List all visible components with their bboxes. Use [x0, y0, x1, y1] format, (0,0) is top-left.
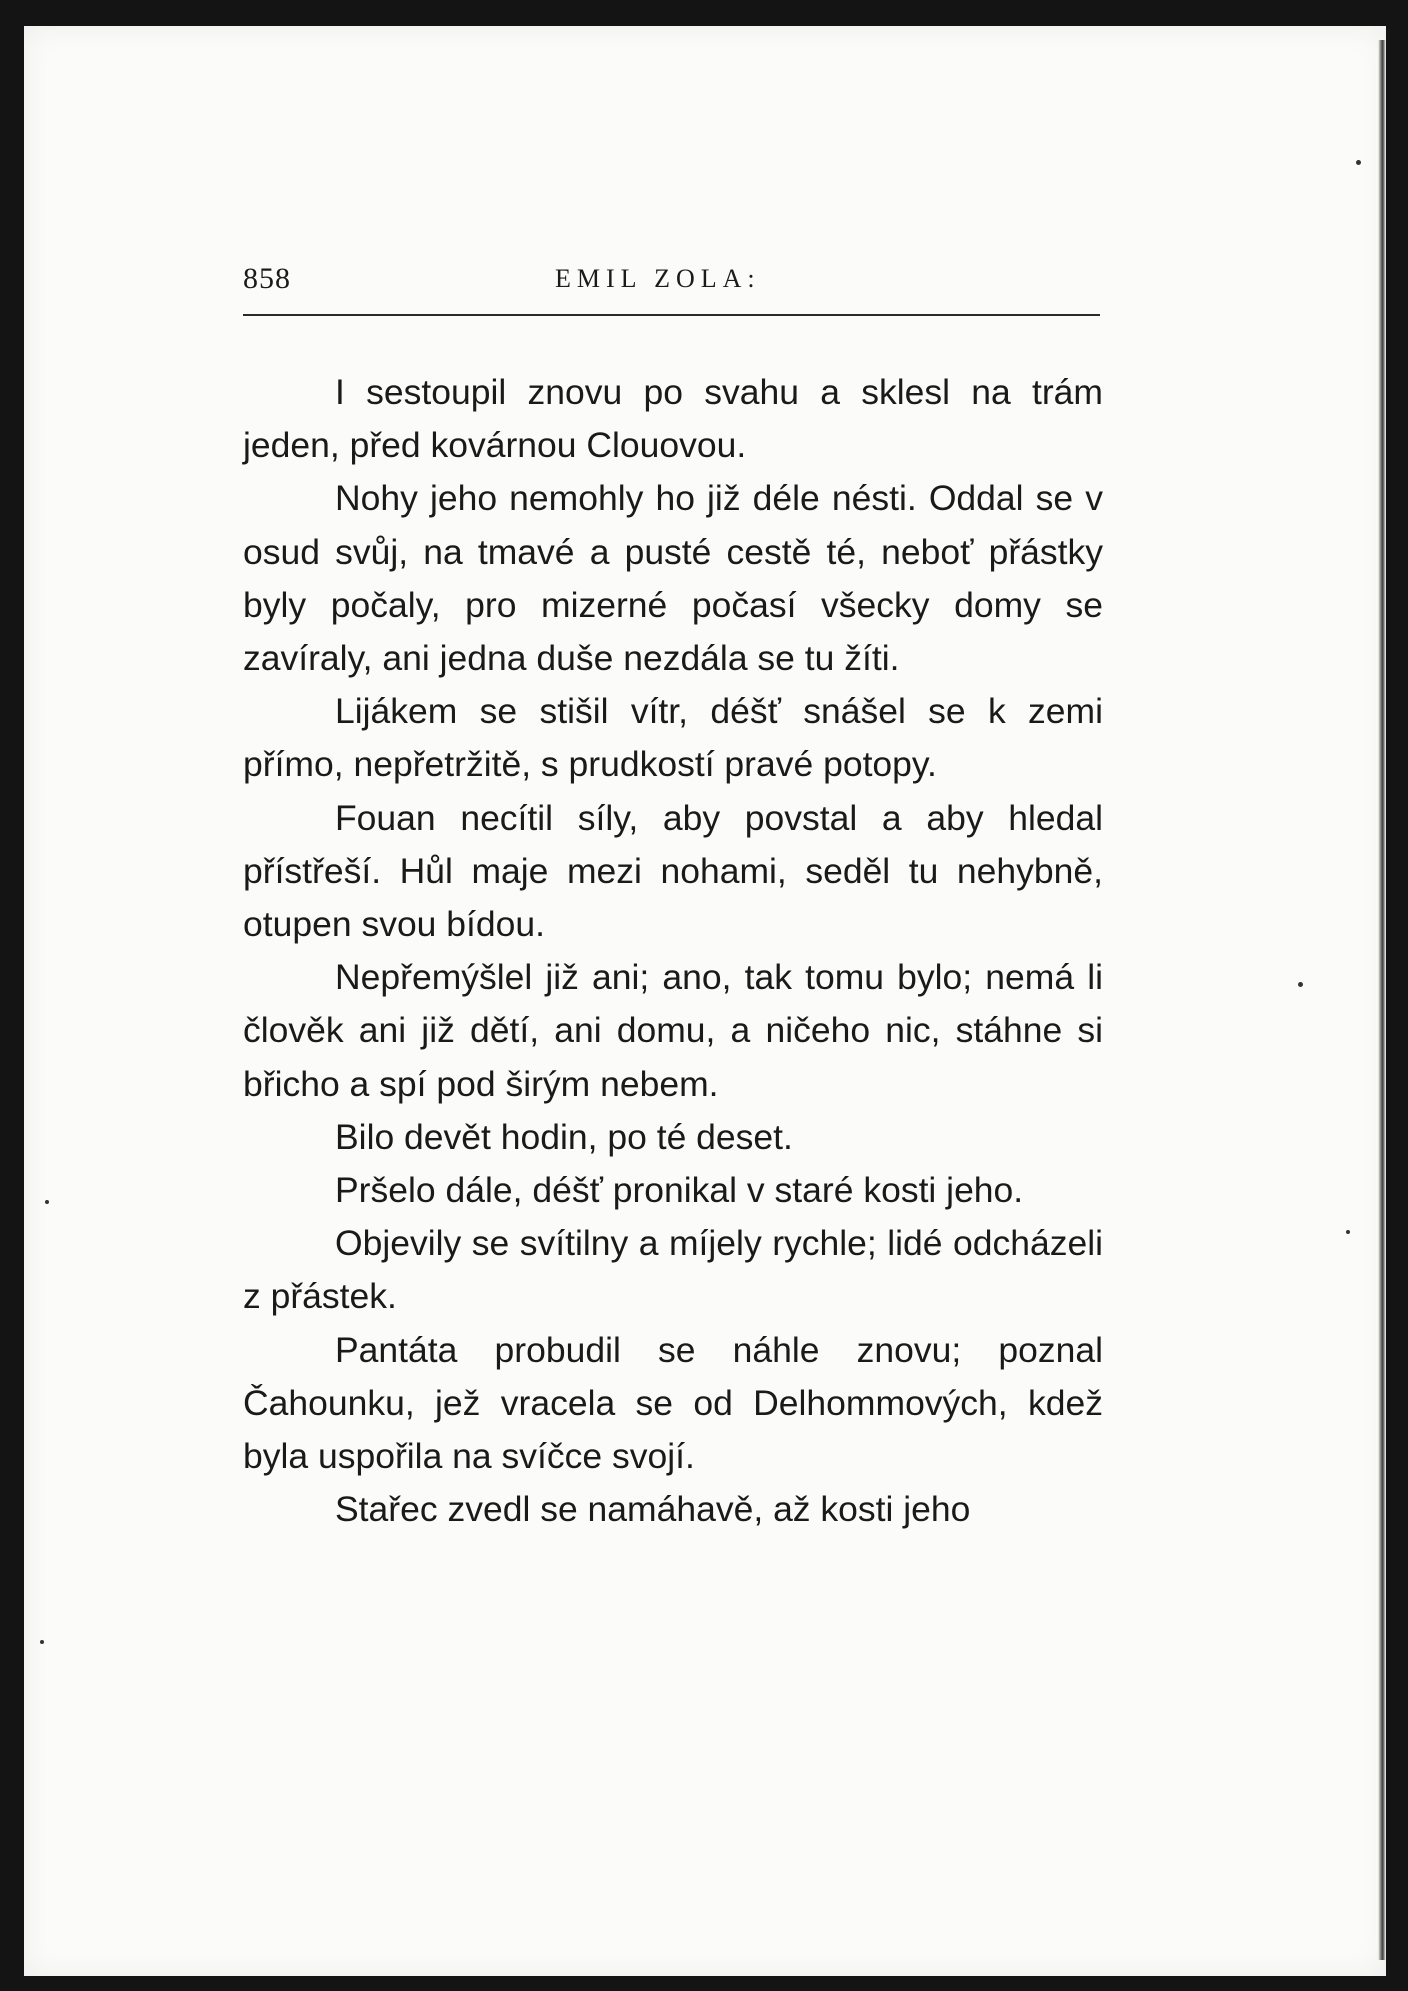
paragraph: I sestoupil znovu po svahu a sklesl na trám jeden, před kovárnou Clouovou.	[243, 372, 1103, 466]
page-edge	[1378, 40, 1386, 1960]
body-text	[243, 366, 1103, 1536]
paragraph: Pršelo dále, déšť pronikal v staré kosti jeho.	[335, 1170, 1024, 1211]
page-header	[243, 262, 1100, 302]
scan-speck	[1346, 1230, 1350, 1234]
paragraph: Lijákem se stišil vítr, déšť snášel se k zemi přímo, nepřetržitě, s prudkostí pravé potopy.	[243, 691, 1103, 785]
header-rule	[243, 314, 1100, 316]
scan-speck	[40, 1640, 44, 1644]
scan-speck	[45, 1200, 49, 1204]
paragraph: Fouan necítil síly, aby povstal a aby hledal přístřeší. Hůl maje mezi nohami, seděl tu nehybně, otupen svou bídou.	[243, 797, 1103, 945]
scan-speck	[1356, 160, 1361, 165]
paragraph: Bilo devět hodin, po té deset.	[335, 1116, 793, 1157]
page-number: 858	[243, 262, 291, 295]
paragraph: Nohy jeho nemohly ho již déle nésti. Oddal se v osud svůj, na tmavé a pusté cestě té, neboť přástky byly počaly, pro mizerné počasí všecky domy se zavíraly, ani jedna duše nezdála se tu žíti.	[243, 478, 1103, 679]
paragraph: Stařec zvedl se namáhavě, až kosti jeho	[335, 1489, 971, 1530]
paragraph: Objevily se svítilny a míjely rychle; lidé odcházeli z přástek.	[243, 1223, 1103, 1317]
running-head: EMIL ZOLA:	[555, 264, 761, 293]
paragraph: Pantáta probudil se náhle znovu; poznal Čahounku, jež vracela se od Delhommových, kdež byla uspořila na svíčce svojí.	[243, 1329, 1103, 1477]
paragraph: Nepřemýšlel již ani; ano, tak tomu bylo; nemá li člověk ani již dětí, ani domu, a ničeho nic, stáhne si břicho a spí pod širým nebem.	[243, 957, 1103, 1104]
scan-speck	[1298, 982, 1303, 987]
